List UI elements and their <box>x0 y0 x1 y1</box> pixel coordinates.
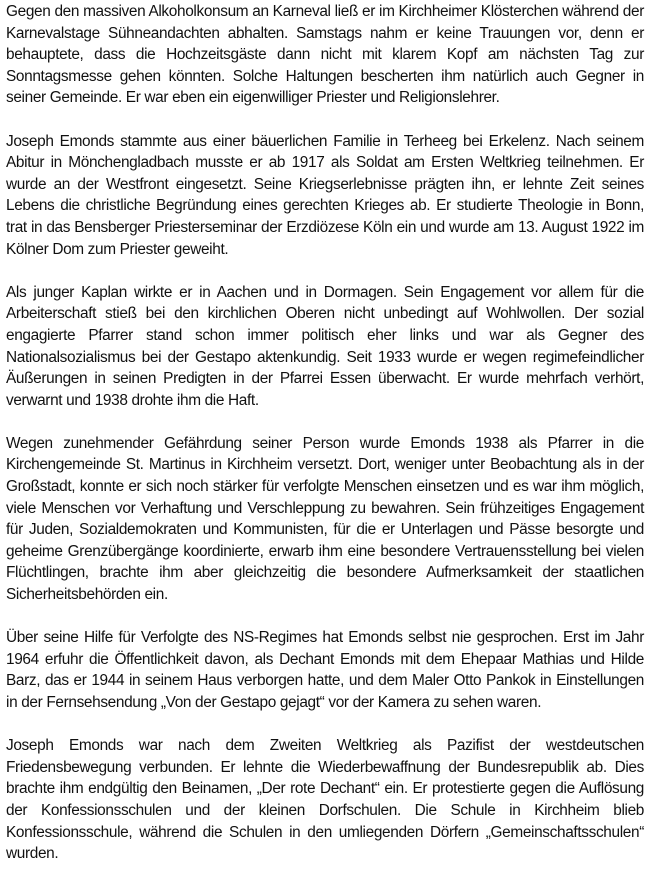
paragraph-ns-regime: Über seine Hilfe für Verfolgte des NS-Regimes hat Emonds selbst nie gesprochen. Erst im Jahr 1964 erfuhr die Öffentlichkeit davon, als Dechant Emonds mit dem Ehepaar Mathias und Hilde Barz, das er 1944 in seinem Haus verborgen hatte, und dem Maler Otto Pankok in Einstellungen in der Fernsehsendung „Von der Gestapo gejagt“ vor der Kamera zu sehen waren. <box>6 629 644 711</box>
paragraph-herkunft: Joseph Emonds stammte aus einer bäuerlichen Familie in Terheeg bei Erkelenz. Nach seinem Abitur in Mönchengladbach musste er ab 1917 als Soldat am Ersten Weltkrieg teilnehmen. Er wurde an der Westfront eingesetzt. Seine Kriegserlebnisse prägten ihn, er lehnte Zeit seines Lebens die christliche Begründung eines gerechten Krieges ab. Er studierte Theologie in Bonn, trat in das Bensberger Priesterseminar der Erzdiözese Köln ein und wurde am 13. August 1922 im Kölner Dom zum Priester geweiht. <box>6 132 644 258</box>
paragraph-kirchheim: Wegen zunehmender Gefährdung seiner Person wurde Emonds 1938 als Pfarrer in die Kirchengemeinde St. Martinus in Kirchheim versetzt. Dort, weniger unter Beobachtung als in der Großstadt, konnte er sich noch stärker für verfolgte Menschen einsetzen und es war ihm möglich, viele Menschen vor Verhaftung und Verschleppung zu bewahren. Sein frühzeitiges Engagement für Juden, Sozialdemokraten und Kommunisten, für die er Unterlagen und Pässe besorgte und geheime Grenzübergänge koordinierte, erwarb ihm eine besondere Vertrauensstellung bei vielen Flüchtlingen, brachte ihm aber gleichzeitig die besondere Aufmerksamkeit der staatlichen Sicherheitsbehörden ein. <box>6 434 644 604</box>
paragraph-kaplan: Als junger Kaplan wirkte er in Aachen und in Dormagen. Sein Engagement vor allem für die Arbeiterschaft stieß bei den kirchlichen Oberen nicht unbedingt auf Wohlwollen. Der sozial engagierte Pfarrer stand schon immer politisch eher links und war als Gegner des Nationalsozialismus bei der Gestapo aktenkundig. Seit 1933 wurde er wegen regimefeindlicher Äußerungen in seinen Predigten in der Pfarrei Essen überwacht. Er wurde mehrfach verhört, verwarnt und 1938 drohte ihm die Haft. <box>6 283 644 409</box>
paragraph-nachkriegszeit: Joseph Emonds war nach dem Zweiten Weltkrieg als Pazifist der westdeutschen Friedensbewegung verbunden. Er lehnte die Wiederbewaffnung der Bundesrepublik ab. Dies brachte ihm endgültig den Beinamen, „Der rote Dechant“ ein. Er protestierte gegen die Auflösung der Konfessionsschulen und der kleinen Dorfschulen. Die Schule in Kirchheim blieb Konfessionsschule, während die Schulen in den umliegenden Dörfern „Gemeinschaftsschulen“ wurden. <box>6 737 644 863</box>
paragraph-karneval: Gegen den massiven Alkoholkonsum an Karneval ließ er im Kirchheimer Klösterchen während der Karnevalstage Sühneandachten abhalten. Samstags nahm er keine Trauungen vor, denn er behauptete, dass die Hochzeitsgäste dann nicht mit klarem Kopf am nächsten Tag zur Sonntagsmesse gehen könnten. Solche Haltungen bescherten ihm natürlich auch Gegner in seiner Gemeinde. Er war eben ein eigenwilliger Priester und Religionslehrer. <box>6 3 644 107</box>
document-page <box>6 1 644 865</box>
